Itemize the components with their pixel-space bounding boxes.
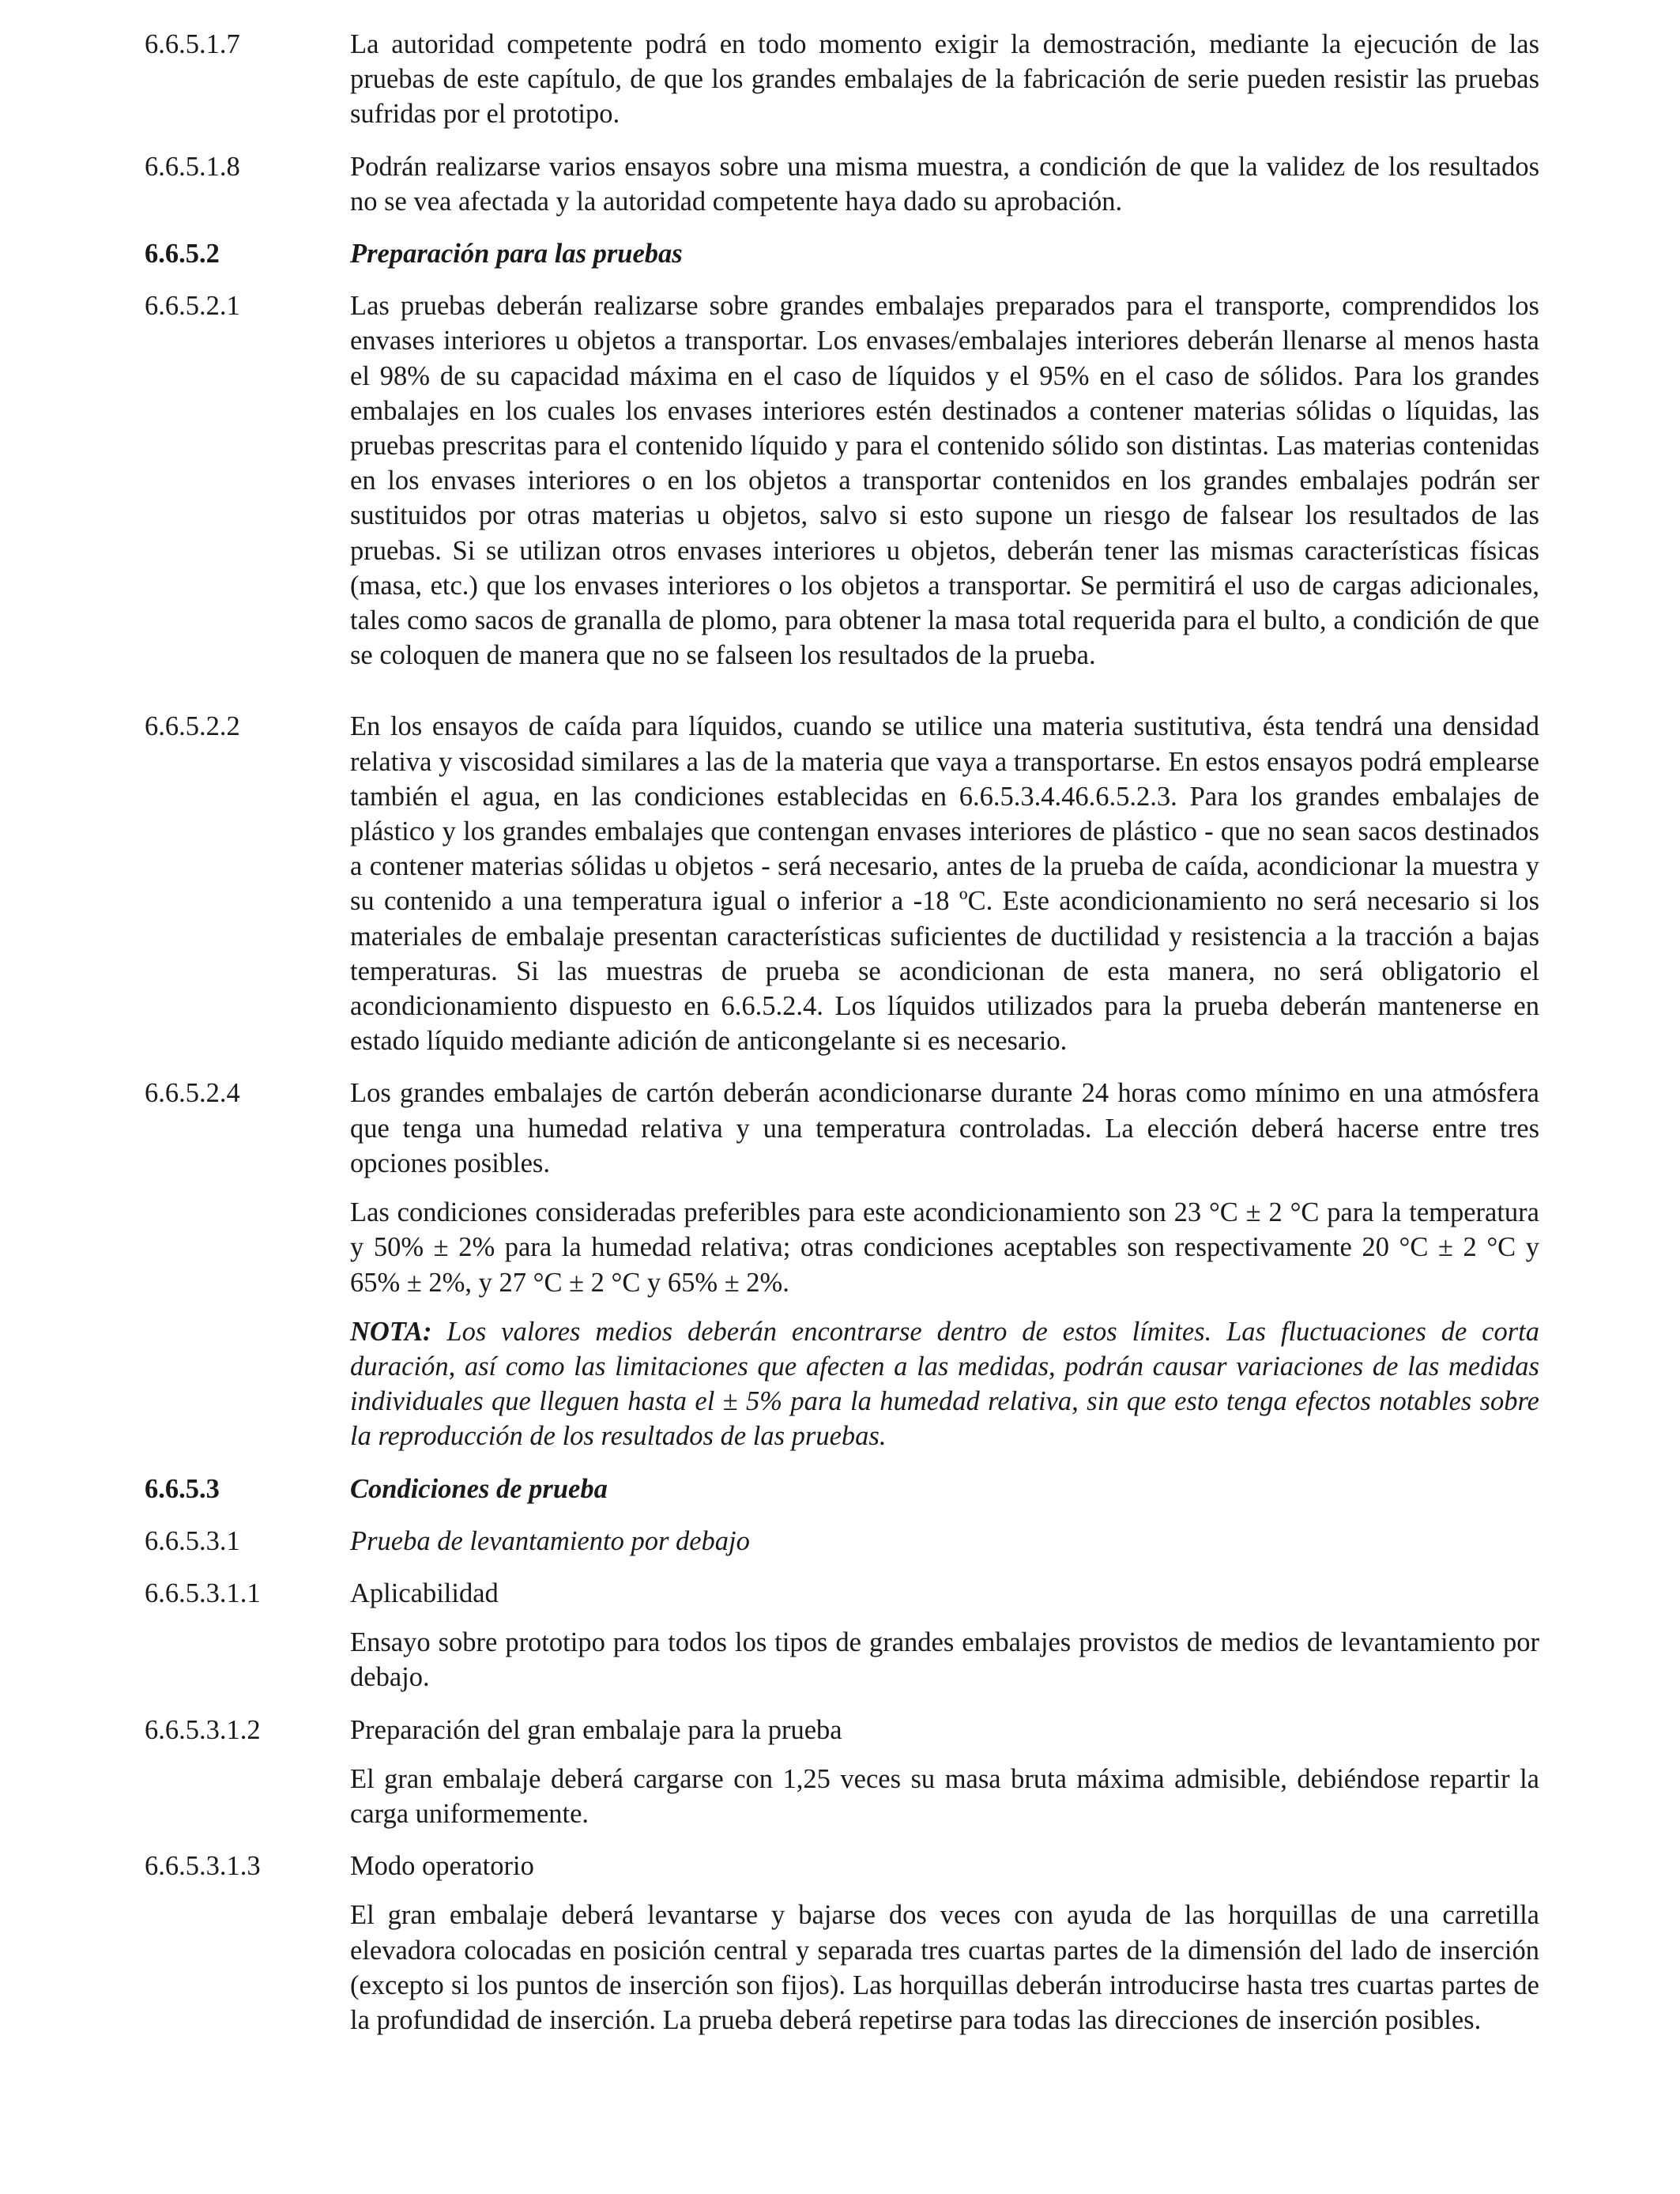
section-text: El gran embalaje deberá levantarse y bajarse dos veces con ayuda de las horquillas de una carretilla elevadora colocadas en posición central y separada tres cuartas partes de la dimensión del lado de inserción (excepto si los puntos de inserción son fijos). Las horquillas deberán introducirse hasta tres cuartas partes de la profundidad de inserción. La prueba deberá repetirse para todas las direcciones de inserción posibles. (350, 1900, 1539, 2035)
section-subheading: Prueba de levantamiento por debajo (350, 1525, 750, 1556)
section-6-6-5-1-7 (145, 27, 1539, 132)
section-body (350, 1076, 1539, 1453)
section-text: Los grandes embalajes de cartón deberán acondicionarse durante 24 horas como mínimo en una atmósfera que tenga una humedad relativa y una temperatura controladas. La elección deberá hacerse entre tres opciones posibles. (350, 1078, 1539, 1178)
conditions-paragraph: Las condiciones consideradas preferibles para este acondicionamiento son 23 °C ± 2 °C para la temperatura y 50% ± 2% para la humedad relativa; otras condiciones aceptables son respectivamente 20 °C ± 2 °C y 65% ± 2%, y 27 °C ± 2 °C y 65% ± 2%. (350, 1197, 1539, 1298)
section-text: Ensayo sobre prototipo para todos los tipos de grandes embalajes provistos de medios de levantamiento por debajo. (350, 1627, 1539, 1693)
section-number: 6.6.5.2.1 (145, 291, 240, 322)
section-number: 6.6.5.3.1.1 (145, 1578, 261, 1608)
section-body (350, 1849, 1539, 2038)
section-6-6-5-3-1-2 (145, 1713, 1539, 1832)
section-number: 6.6.5.3.1.2 (145, 1714, 261, 1745)
section-body (350, 1576, 1539, 1695)
document-page (145, 27, 1539, 2055)
section-6-6-5-3-1-1 (145, 1576, 1539, 1695)
section-6-6-5-3 (145, 1472, 1539, 1506)
note-label: NOTA: (350, 1316, 432, 1347)
section-text: En los ensayos de caída para líquidos, cuando se utilice una materia sustitutiva, ésta tendrá una densidad relativa y viscosidad similares a las de la materia que vaya a transportarse. En estos ensayos podrá emplearse también el agua, en las condiciones establecidas en 6.6.5.3.4.46.6.5.2.3. Para los grandes embalajes de plástico y los grandes embalajes que contengan envases interiores de plástico - que no sean sacos destinados a contener materias sólidas u objetos - será necesario, antes de la prueba de caída, acondicionar la muestra y su contenido a una temperatura igual o inferior a -18 ºC. Este acondicionamiento no será necesario si los materiales de embalaje presentan características suficientes de ductilidad y resistencia a la tracción a bajas temperaturas. Si las muestras de prueba se acondicionan de esta manera, no será obligatorio el acondicionamiento dispuesto en 6.6.5.2.4. Los líquidos utilizados para la prueba deberán mantenerse en estado líquido mediante adición de anticongelante si es necesario. (350, 711, 1539, 1057)
section-number: 6.6.5.2 (145, 239, 220, 270)
section-6-6-5-3-1 (145, 1524, 1539, 1559)
section-body (350, 1713, 1539, 1832)
section-heading: Condiciones de prueba (350, 1473, 608, 1504)
section-text: La autoridad competente podrá en todo momento exigir la demostración, mediante la ejecución de las pruebas de este capítulo, de que los grandes embalajes de la fabricación de serie pueden resistir las pruebas sufridas por el prototipo. (350, 29, 1539, 130)
section-text: Podrán realizarse varios ensayos sobre una misma muestra, a condición de que la validez de los resultados no se vea afectada y la autoridad competente haya dado su aprobación. (350, 151, 1539, 217)
section-text: Las pruebas deberán realizarse sobre grandes embalajes preparados para el transporte, comprendidos los envases interiores u objetos a transportar. Los envases/embalajes interiores deberán llenarse al menos hasta el 98% de su capacidad máxima en el caso de líquidos y el 95% en el caso de sólidos. Para los grandes embalajes en los cuales los envases interiores estén destinados a contener materias sólidas o líquidas, las pruebas prescritas para el contenido líquido y para el contenido sólido son distintas. Las materias contenidas en los envases interiores o en los objetos a transportar contenidos en los grandes embalajes podrán ser sustituidos por otras materias u objetos, salvo si esto supone un riesgo de falsear los resultados de las pruebas. Si se utilizan otros envases interiores u objetos, deberán tener las mismas características físicas (masa, etc.) que los envases interiores o los objetos a transportar. Se permitirá el uso de cargas adicionales, tales como sacos de granalla de plomo, para obtener la masa total requerida para el bulto, a condición de que se coloquen de manera que no se falseen los resultados de la prueba. (350, 291, 1539, 671)
section-subtitle: Preparación del gran embalaje para la prueba (350, 1714, 842, 1745)
note-paragraph (350, 1314, 1539, 1454)
section-subtitle: Modo operatorio (350, 1851, 534, 1882)
section-6-6-5-3-1-3 (145, 1849, 1539, 2038)
section-number: 6.6.5.2.2 (145, 711, 240, 742)
section-number: 6.6.5.1.7 (145, 29, 240, 59)
section-subtitle: Aplicabilidad (350, 1578, 499, 1608)
section-6-6-5-2 (145, 236, 1539, 271)
section-6-6-5-2-1 (145, 288, 1539, 673)
section-6-6-5-1-8 (145, 149, 1539, 219)
section-text: El gran embalaje deberá cargarse con 1,25 veces su masa bruta máxima admisible, debiéndose repartir la carga uniformemente. (350, 1763, 1539, 1829)
section-number: 6.6.5.3.1 (145, 1525, 240, 1556)
note-text: Los valores medios deberán encontrarse dentro de estos límites. Las fluctuaciones de corta duración, así como las limitaciones que afecten a las medidas, podrán causar variaciones de las medidas individuales que lleguen hasta el ± 5% para la humedad relativa, sin que esto tenga efectos notables sobre la reproducción de los resultados de las pruebas. (350, 1316, 1539, 1452)
section-number: 6.6.5.2.4 (145, 1078, 240, 1109)
section-number: 6.6.5.3.1.3 (145, 1851, 261, 1882)
section-6-6-5-2-4 (145, 1076, 1539, 1453)
section-number: 6.6.5.3 (145, 1473, 220, 1504)
section-heading: Preparación para las pruebas (350, 239, 683, 270)
section-number: 6.6.5.1.8 (145, 151, 240, 182)
section-6-6-5-2-2 (145, 709, 1539, 1058)
